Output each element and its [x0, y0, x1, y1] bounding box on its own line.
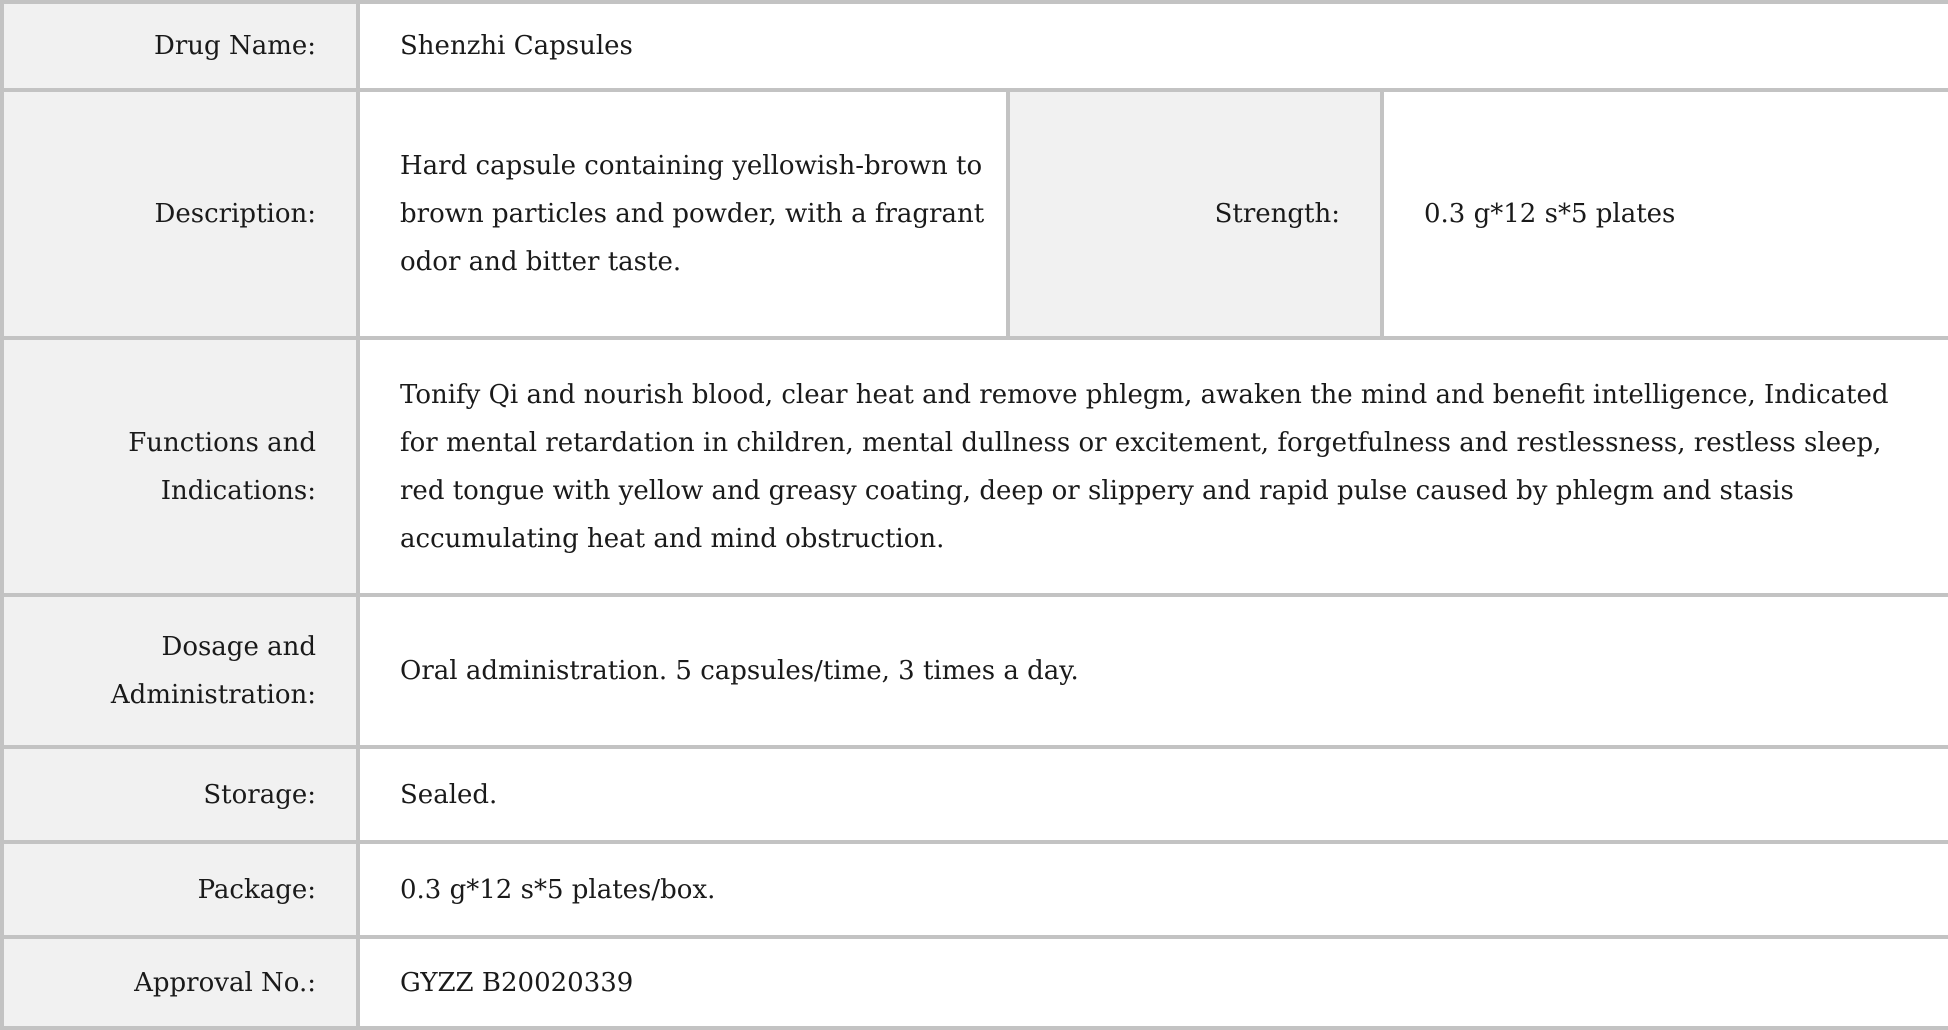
storage-label: Storage: [2, 747, 358, 842]
approval-label: Approval No.: [2, 937, 358, 1028]
functions-value: Tonify Qi and nourish blood, clear heat and remove phlegm, awaken the mind and benefit intelligence, Indicated for mental retardation in children, mental dullness or excitement, forgetfulness and restlessness, restless sleep, red tongue with yellow and greasy coating, deep or slippery and rapid pulse caused by phlegm and stasis accumulating heat and mind obstruction. [358, 338, 1948, 595]
row-storage [2, 747, 1948, 842]
storage-value: Sealed. [358, 747, 1948, 842]
strength-label: Strength: [1008, 90, 1382, 338]
row-drug-name [2, 2, 1948, 90]
row-functions [2, 338, 1948, 595]
row-dosage [2, 595, 1948, 747]
package-value: 0.3 g*12 s*5 plates/box. [358, 842, 1948, 937]
description-label: Description: [2, 90, 358, 338]
strength-value: 0.3 g*12 s*5 plates [1382, 90, 1948, 338]
row-approval [2, 937, 1948, 1028]
drug-name-value: Shenzhi Capsules [358, 2, 1948, 90]
package-label: Package: [2, 842, 358, 937]
row-package [2, 842, 1948, 937]
functions-label: Functions and Indications: [2, 338, 358, 595]
description-value: Hard capsule containing yellowish-brown to brown particles and powder, with a fragrant odor and bitter taste. [358, 90, 1008, 338]
drug-name-label: Drug Name: [2, 2, 358, 90]
row-description [2, 90, 1948, 338]
approval-value: GYZZ B20020339 [358, 937, 1948, 1028]
dosage-value: Oral administration. 5 capsules/time, 3 times a day. [358, 595, 1948, 747]
dosage-label: Dosage and Administration: [2, 595, 358, 747]
